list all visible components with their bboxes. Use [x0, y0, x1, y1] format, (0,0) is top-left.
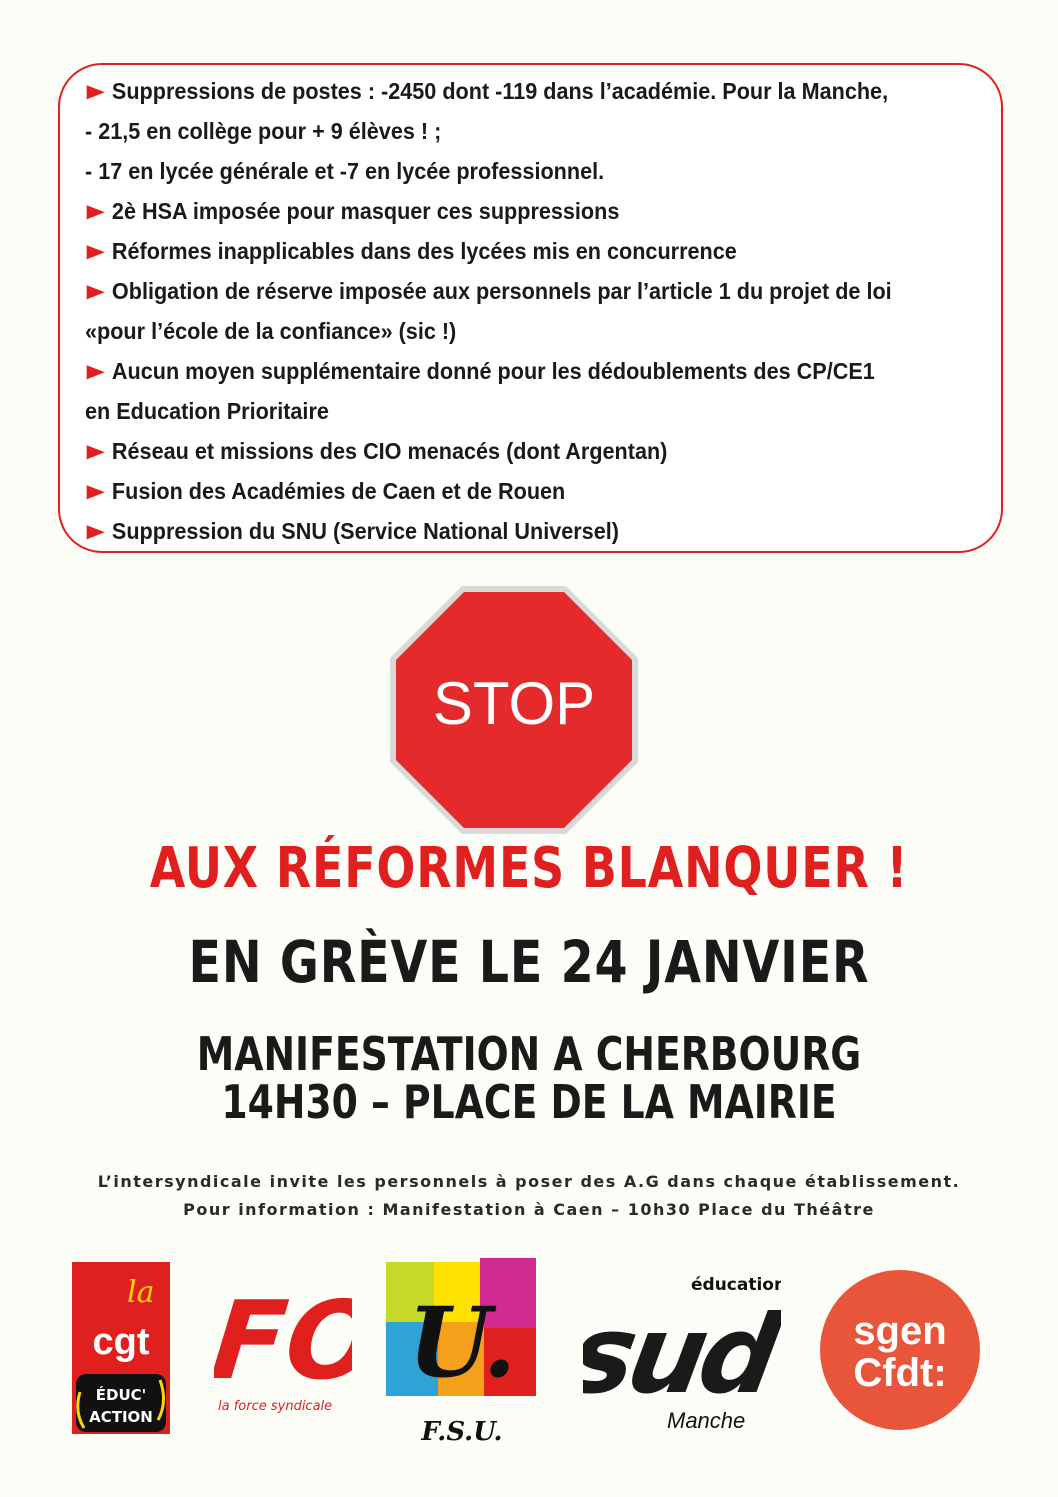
- sud-logo: [583, 1268, 781, 1438]
- svg-text:FO: FO: [214, 1277, 352, 1404]
- list-item: ►Suppression du SNU (Service National Universel): [85, 511, 918, 551]
- list-item: ►Réseau et missions des CIO menacés (dont Argentan): [85, 431, 918, 471]
- arrow-icon: ►: [80, 78, 111, 104]
- list-item: - 21,5 en collège pour + 9 élèves ! ;: [85, 118, 442, 144]
- list-item: ►Réformes inapplicables dans des lycées mis en concurrence: [85, 231, 918, 271]
- svg-text:F.S.U.: F.S.U.: [421, 1417, 503, 1447]
- list-item: en Education Prioritaire: [85, 398, 329, 424]
- grievances-list: [80, 71, 990, 551]
- arrow-icon: ►: [80, 518, 111, 544]
- arrow-icon: ►: [80, 198, 111, 224]
- cgt-logo: [72, 1262, 170, 1434]
- svg-text:la: la: [127, 1275, 155, 1310]
- list-item: ►Fusion des Académies de Caen et de Rouen: [85, 471, 918, 511]
- stop-sign: [388, 584, 640, 836]
- arrow-icon: ►: [80, 278, 111, 304]
- svg-text:ÉDUC': ÉDUC': [95, 1386, 147, 1404]
- fo-logo: [214, 1270, 352, 1418]
- svg-text:la force syndicale: la force syndicale: [218, 1399, 333, 1414]
- arrow-icon: ►: [80, 438, 111, 464]
- list-item: ►Obligation de réserve imposée aux personnels par l’article 1 du projet de loi: [85, 271, 918, 311]
- svg-text:Cfdt:: Cfdt:: [853, 1351, 947, 1395]
- arrow-icon: ►: [80, 238, 111, 264]
- svg-text:U.: U.: [407, 1286, 517, 1399]
- svg-text:éducation: éducation: [691, 1275, 781, 1295]
- list-item: «pour l’école de la confiance» (sic !): [85, 318, 457, 344]
- sgen-cfdt-logo: [818, 1268, 982, 1432]
- grievances-box: [58, 63, 1003, 553]
- list-item: ►2è HSA imposée pour masquer ces suppressions: [85, 191, 918, 231]
- svg-text:Manche: Manche: [667, 1408, 746, 1433]
- info-caen-demonstration: Pour information : Manifestation à Caen – 10h30 Place du Théâtre: [183, 1200, 875, 1219]
- arrow-icon: ►: [80, 358, 111, 384]
- info-general-assembly: L’intersyndicale invite les personnels à poser des A.G dans chaque établissement.: [97, 1172, 961, 1191]
- arrow-icon: ►: [80, 478, 111, 504]
- svg-text:cgt: cgt: [92, 1321, 150, 1363]
- headline-reforms: AUX RÉFORMES BLANQUER !: [149, 836, 909, 901]
- fsu-logo: [384, 1258, 544, 1448]
- svg-text:sgen: sgen: [853, 1309, 947, 1353]
- list-item: - 17 en lycée générale et -7 en lycée professionnel.: [85, 158, 605, 184]
- headline-demonstration: MANIFESTATION A CHERBOURG 14H30 – PLACE DE LA MAIRIE: [196, 1027, 862, 1129]
- list-item: ►Aucun moyen supplémentaire donné pour les dédoublements des CP/CE1: [85, 351, 918, 391]
- stop-label: STOP: [432, 670, 596, 737]
- list-item: ►Suppressions de postes : -2450 dont -119 dans l’académie. Pour la Manche,: [85, 71, 918, 111]
- stop-sign-icon: [388, 584, 640, 836]
- svg-text:ACTION: ACTION: [89, 1408, 153, 1426]
- svg-text:sud: sud: [583, 1291, 781, 1418]
- headline-strike-date: EN GRÈVE LE 24 JANVIER: [188, 928, 870, 996]
